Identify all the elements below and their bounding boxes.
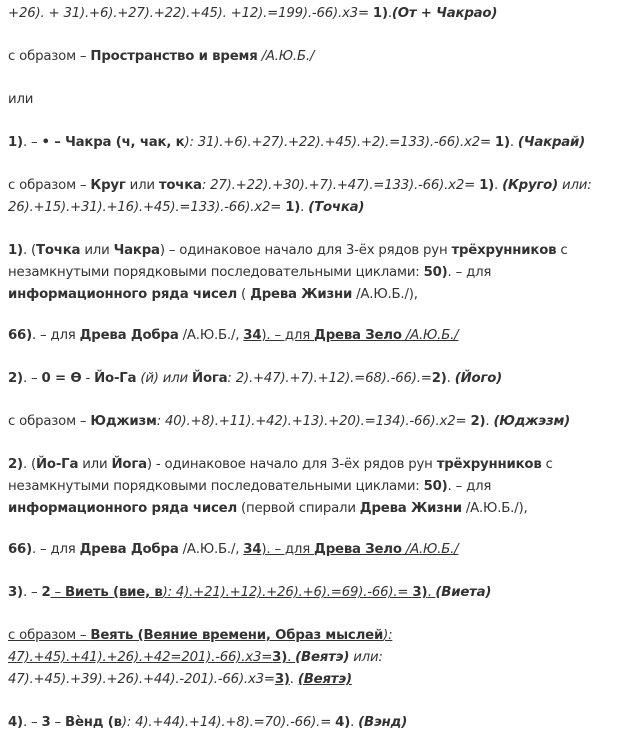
text-run: 1) [285,200,301,215]
paragraph-formula-ot-chakrao [8,3,612,25]
paragraph-viet [8,582,612,604]
text-run: Круг [90,178,126,193]
text-run: . ( [22,457,36,472]
text-run: . – для [31,542,80,557]
text-run: . – для [447,265,492,280]
text-run: 50) [423,265,448,280]
text-run: /А.Ю.Б./ [261,49,315,64]
text-run: ). – для [261,328,315,343]
text-run: 2) [431,371,447,386]
text-run: с образом – [8,178,91,193]
text-run: Йога [111,457,147,472]
text-run: 4) [8,715,23,730]
text-run: . [289,672,298,687]
paragraph-point-or-chakra-beginning [8,240,612,306]
text-run: . [387,6,392,21]
paragraph-tree-of-good-2 [8,539,612,561]
text-run: (Виета) [435,585,492,600]
paragraph-veyat [8,625,612,691]
text-run: 1) [479,178,495,193]
text-run: – [50,715,66,730]
paragraph-yoga [8,368,612,390]
paragraph-space-and-time [8,46,612,68]
text-run: /А.Ю.Б./ [401,542,459,557]
text-run: : 27).+22).+30).+7).+47).=133).-66).x2= [201,178,480,193]
text-run: с незамкнутыми порядковыми последовательными циклами: [8,457,553,494]
text-run: . – [22,715,42,730]
text-run: 66) [8,542,32,557]
text-run: +26). + 31).+6).+27).+22).+45). +12).=199).-66).x3= [8,6,373,21]
text-run: ): 4).+21).+12).+26).+6).=69).-66).= [162,585,413,600]
text-run: /А.Ю.Б./ [401,328,459,343]
text-run: ) - одинаковое начало для 3-ёх рядов рун [146,457,437,472]
paragraph-yoga-beginning [8,454,612,520]
text-run: . [494,178,503,193]
text-run: Йо-Га [35,457,79,472]
text-run: ): 31).+6).+27).+22).+45).+2).=133).-66).x2= [184,135,495,150]
text-run: Веять (Веяние времени, Образ мыслей [90,628,384,643]
text-run: 0 = ϴ [41,371,82,386]
text-run: . [300,200,309,215]
text-run: . [446,371,455,386]
text-run: трёхрунников [451,243,557,258]
text-run: или [125,178,159,193]
paragraph-tree-of-good-1 [8,325,612,347]
paragraph-judgism [8,411,612,433]
text-run: . – [22,371,42,386]
text-run: 3) [412,585,428,600]
text-run: 3 [41,715,51,730]
text-run: 1) [8,135,23,150]
text-run: 4) [335,715,351,730]
text-run: ) – одинаковое начало для 3-ёх рядов рун [159,243,452,258]
text-run: Древа Зело [314,542,402,557]
text-run: ( [237,287,251,302]
text-run: – [50,585,66,600]
text-run: 3) [274,672,290,687]
text-run: . – для [447,479,492,494]
text-run: 2) [470,414,486,429]
text-run: Чакра [113,243,160,258]
text-run: или [78,457,112,472]
text-run: (Точка) [308,200,365,215]
text-run: . [427,585,436,600]
text-run: Древа Жизни [250,287,353,302]
paragraph-or [8,89,612,111]
text-run: точка [158,178,202,193]
text-run: (От + Чакрао) [391,6,498,21]
text-run: 66) [8,328,32,343]
text-run: Виеть (вие, в [65,585,163,600]
text-run: (Веятэ) [295,650,350,665]
text-run: Пространство и время [90,49,258,64]
text-run: ): 47).+45).+41).+26).+42=201).-66).x3= [8,628,393,665]
text-run: Юджизм [90,414,157,429]
text-run: Древа Зело [314,328,402,343]
text-run: Йога [192,371,228,386]
text-run: трёхрунников [436,457,542,472]
text-run: с образом – [8,414,91,429]
text-run: (Круго) [502,178,558,193]
text-run: Йо-Га [94,371,137,386]
text-run: (первой спирали [237,501,360,516]
text-run: . [350,715,359,730]
text-run: или [8,92,34,107]
text-run: 34 [243,328,262,343]
text-run: (Вэнд) [358,715,408,730]
text-run: с образом – [8,628,91,643]
text-run: . ( [22,243,36,258]
text-run: Древа Добра [79,542,179,557]
text-run: /А.Ю.Б./), [352,287,418,302]
text-run: 50) [423,479,448,494]
text-run: 2) [8,457,23,472]
text-run: /А.Ю.Б./), [461,501,528,516]
text-run: 34 [243,542,262,557]
paragraph-vend [8,712,612,734]
text-run: Точка [35,243,81,258]
text-run: /А.Ю.Б./, [178,542,244,557]
text-run: или: 26).+15).+31).+16).+45).=133).-66).x2= [8,178,592,215]
text-run: . [287,650,296,665]
text-run: 1) [372,6,388,21]
text-run: (й) или [136,371,193,386]
text-run: . – [22,585,42,600]
text-run: информационного ряда чисел [8,287,238,302]
text-run: 1) [494,135,510,150]
text-run: информационного ряда чисел [8,501,238,516]
text-run: . – [22,135,42,150]
text-run: • – [41,135,66,150]
text-run: . [509,135,518,150]
paragraph-chakra [8,132,612,154]
text-run: Вѐнд (в [65,715,122,730]
text-run: - [81,371,95,386]
text-run: . – для [31,328,80,343]
text-run: (Його) [454,371,503,386]
text-run: ): 4).+44).+14).+8).=70).-66).= [121,715,336,730]
text-run: с образом – [8,49,91,64]
text-run: ). – для [261,542,315,557]
text-run: Чакра (ч, чак, к [65,135,185,150]
text-run: (Юджэзм) [493,414,571,429]
text-run: Древа Жизни [359,501,462,516]
text-run: 2) [8,371,23,386]
text-run: 2 [41,585,51,600]
text-run: или [80,243,114,258]
text-run: 3) [8,585,23,600]
paragraph-circle-or-point [8,175,612,219]
text-run: (Чакрай) [517,135,586,150]
text-run: 1) [8,243,23,258]
text-run: с незамкнутыми порядковыми последовательными циклами: [8,243,568,280]
text-run: (Веятэ) [297,672,352,687]
text-run: 3) [272,650,288,665]
text-run: : 40).+8).+11).+42).+13).+20).=134).-66).x2= [156,414,471,429]
text-run: или: 47).+45).+39).+26).+44).-201).-66).x3= [8,650,383,687]
text-run: : 2).+47).+7).+12).=68).-66).= [227,371,432,386]
text-run: . [485,414,494,429]
text-run: Древа Добра [79,328,179,343]
text-run: /А.Ю.Б./, [178,328,244,343]
